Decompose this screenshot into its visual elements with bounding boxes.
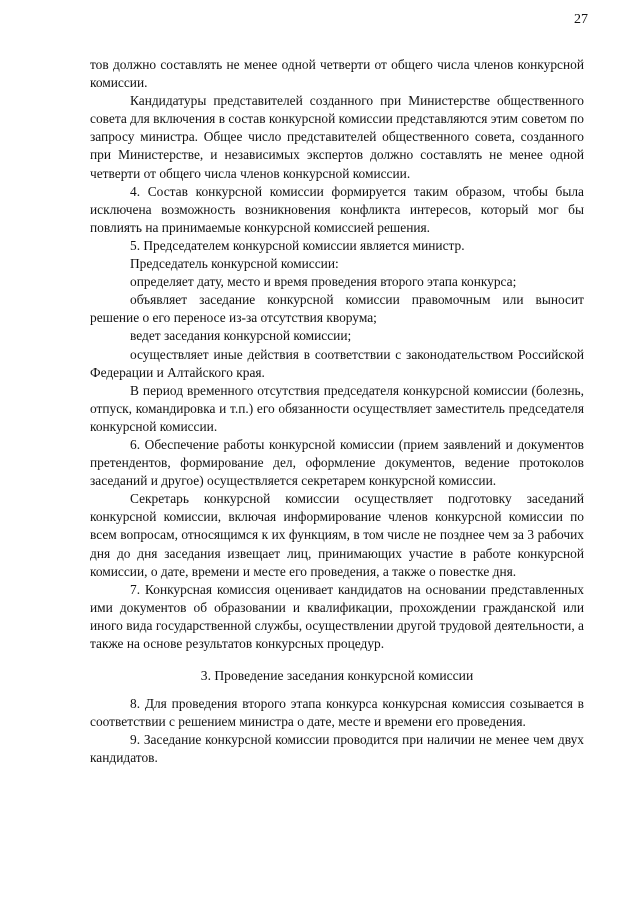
paragraph: 9. Заседание конкурсной комиссии проводится при наличии не менее чем двух кандидатов. — [90, 732, 584, 766]
section-heading: 3. Проведение заседания конкурсной комиссии — [200, 668, 474, 684]
paragraph: 6. Обеспечение работы конкурсной комиссии (прием заявлений и документов претендентов, формирование дел, оформление документов, ведение протоколов заседаний и другое) осуществляется секретарем конкурсной комиссии. — [90, 436, 584, 489]
paragraph: В период временного отсутствия председателя конкурсной комиссии (болезнь, отпуск, командировка и т.п.) его обязанности осуществляет заместитель председателя конкурсной комиссии. — [90, 382, 584, 434]
paragraph: 5. Председателем конкурсной комиссии является министр. — [130, 237, 465, 253]
paragraph: объявляет заседание конкурсной комиссии правомочным или выносит решение о его переносе из-за отсутствия кворума; — [90, 292, 584, 326]
paragraphs-after-heading — [90, 695, 584, 767]
paragraph: Секретарь конкурсной комиссии осуществляет подготовку заседаний конкурсной комиссии, включая информирование членов конкурсной комиссии по всем вопросам, относящимся к их функциям, в том числе не позднее чем за 3 рабочих дня до дня заседания извещает лиц, принимающих участие в работе конкурсной комиссии, о дате, времени и месте его проведения, а также о повестке дня. — [90, 491, 584, 579]
paragraph: 4. Состав конкурсной комиссии формируется таким образом, чтобы была исключена возможность возникновения конфликта интересов, который мог бы повлиять на принимаемые конкурсной комиссией решения. — [90, 183, 584, 235]
paragraph: ведет заседания конкурсной комиссии; — [130, 328, 352, 344]
paragraph: Председатель конкурсной комиссии: — [130, 256, 339, 272]
paragraph: осуществляет иные действия в соответствии с законодательством Российской Федерации и Алтайского края. — [90, 346, 584, 380]
paragraph: тов должно составлять не менее одной четверти от общего числа членов конкурсной комиссии. — [90, 57, 584, 91]
document-body — [90, 56, 584, 767]
paragraph: 8. Для проведения второго этапа конкурса конкурсная комиссия созывается в соответствии с решением министра о дате, месте и времени его проведения. — [90, 696, 584, 730]
paragraph: Кандидатуры представителей созданного при Министерстве общественного совета для включения в состав конкурсной комиссии представляются этим советом по запросу министра. Общее число представителей общественного совета, созданного при Министерстве, и независимых экспертов должно составлять не менее одной четверти от общего числа членов конкурсной комиссии. — [90, 93, 584, 181]
paragraph: 7. Конкурсная комиссия оценивает кандидатов на основании представленных ими документов об образовании и квалификации, прохождении гражданской или иного вида государственной службы, осуществлении другой трудовой деятельности, а также на основе результатов конкурсных процедур. — [90, 581, 584, 651]
paragraph: определяет дату, место и время проведения второго этапа конкурса; — [130, 274, 517, 290]
page-number: 27 — [574, 12, 588, 27]
paragraphs-before-heading — [90, 56, 584, 653]
